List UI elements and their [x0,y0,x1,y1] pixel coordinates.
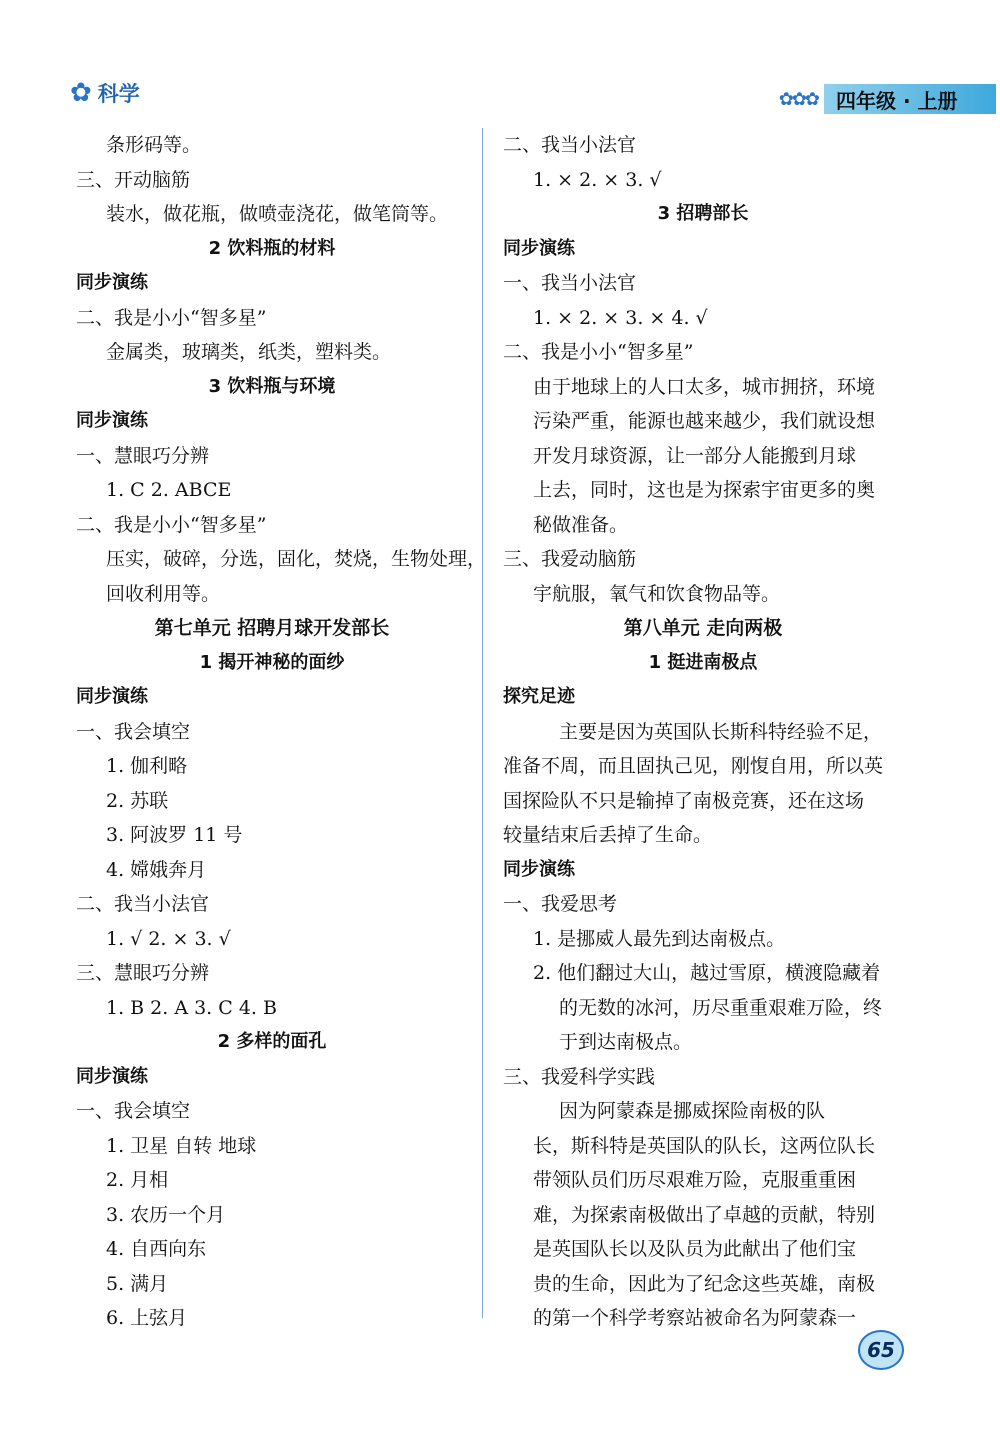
left-line: 1. B 2. A 3. C 4. B [106,996,277,1019]
right-line: 第八单元 走向两极 [623,617,783,639]
right-line: 2. 他们翻过大山，越过雪原，横渡隐藏着 [533,962,881,984]
left-line: 一、我会填空 [76,720,191,743]
left-line: 1. C 2. ABCE [106,479,232,501]
right-line: 1. × 2. × 3. √ [533,168,662,191]
left-line: 一、慧眼巧分辨 [76,444,210,467]
flower-decoration-icon: ✿✿✿ [778,88,818,110]
left-line: 同步演练 [76,1065,148,1087]
left-line: 1. 伽利略 [106,755,188,777]
subject-label [70,78,140,108]
page-header [60,76,1000,122]
left-line: 装水，做花瓶，做喷壶浇花，做笔筒等。 [106,203,449,225]
right-line: 开发月球资源，让一部分人能搬到月球 [533,444,857,467]
left-line: 金属类，玻璃类，纸类，塑料类。 [106,341,392,363]
right-line: 一、我爱思考 [503,893,618,915]
left-line: 同步演练 [76,410,148,431]
right-line: 一、我当小法官 [503,272,637,294]
left-line: 4. 自西向东 [106,1238,207,1260]
right-line: 的第一个科学考察站被命名为阿蒙森一 [533,1307,857,1329]
grade-text: 四年级 · 上册 [824,84,996,114]
left-line: 第七单元 招聘月球开发部长 [154,617,390,639]
left-line: 二、我是小小“智多星” [76,513,267,536]
right-line: 较量结束后丢掉了生命。 [503,824,713,846]
right-line: 由于地球上的人口太多，城市拥挤，环境 [533,375,876,398]
right-line: 同步演练 [503,858,575,880]
right-line: 国探险队不只是输掉了南极竞赛，还在这场 [503,789,865,812]
left-line: 条形码等。 [106,134,202,156]
right-line: 3 招聘部长 [657,203,749,224]
left-line: 二、我是小小“智多星” [76,306,267,329]
left-line: 1. √ 2. × 3. √ [106,927,231,950]
left-line: 2 多样的面孔 [217,1031,327,1052]
column-divider [482,128,483,1318]
right-line: 同步演练 [503,237,575,259]
left-line: 三、开动脑筋 [76,168,191,191]
right-line: 于到达南极点。 [559,1031,693,1053]
flower-icon: ✿ [70,78,92,108]
right-line: 是英国队长以及队员为此献出了他们宝 [533,1238,857,1260]
left-line: 同步演练 [76,686,148,707]
left-line: 3. 农历一个月 [106,1203,226,1226]
right-line: 1. × 2. × 3. × 4. √ [533,306,708,329]
right-line: 主要是因为英国队长斯科特经验不足， [559,720,883,743]
right-line: 三、我爱动脑筋 [503,548,637,570]
right-column [503,128,903,1336]
left-line: 压实，破碎，分选，固化，焚烧，生物处理， [106,548,487,570]
left-line: 一、我会填空 [76,1100,191,1122]
left-column [76,128,487,1336]
left-line: 1. 卫星 自转 地球 [106,1134,257,1157]
right-line: 三、我爱科学实践 [503,1065,656,1088]
right-line: 难，为探索南极做出了卓越的贡献，特别 [533,1203,876,1226]
left-line: 2. 苏联 [106,789,169,812]
right-line: 上去，同时，这也是为探索宇宙更多的奥 [533,479,876,501]
left-line: 二、我当小法官 [76,893,210,915]
left-line: 3 饮料瓶与环境 [208,375,336,397]
left-line: 3. 阿波罗 11 号 [106,824,243,846]
right-line: 宇航服，氧气和饮食物品等。 [533,582,781,605]
right-line: 准备不周，而且固执己见，刚愎自用，所以英 [503,755,884,777]
right-line: 因为阿蒙森是挪威探险南极的队 [559,1100,826,1122]
left-line: 6. 上弦月 [106,1307,188,1329]
right-line: 1 挺进南极点 [648,651,758,673]
left-line: 1 揭开神秘的面纱 [199,651,345,673]
right-line: 探究足迹 [503,686,575,707]
left-line: 4. 嫦娥奔月 [106,858,207,881]
right-line: 带领队员们历尽艰难万险，克服重重困 [533,1169,857,1191]
right-line: 的无数的冰河，历尽重重艰难万险，终 [559,996,883,1019]
left-line: 2 饮料瓶的材料 [208,237,336,259]
page-number: 65 [858,1330,904,1370]
left-line: 5. 满月 [106,1272,169,1295]
left-line: 同步演练 [76,272,148,293]
subject-text: 科学 [97,82,140,106]
grade-banner [696,84,996,114]
right-line: 长，斯科特是英国队的队长，这两位队长 [533,1134,876,1157]
right-line: 秘做准备。 [533,513,629,536]
right-line: 二、我当小法官 [503,134,637,156]
left-line: 三、慧眼巧分辨 [76,962,210,984]
left-line: 回收利用等。 [106,582,221,605]
right-line: 贵的生命，因此为了纪念这些英雄，南极 [533,1272,876,1295]
left-line: 2. 月相 [106,1169,169,1191]
right-line: 污染严重，能源也越来越少，我们就设想 [533,410,876,432]
right-line: 1. 是挪威人最先到达南极点。 [533,927,786,950]
right-line: 二、我是小小“智多星” [503,341,694,363]
